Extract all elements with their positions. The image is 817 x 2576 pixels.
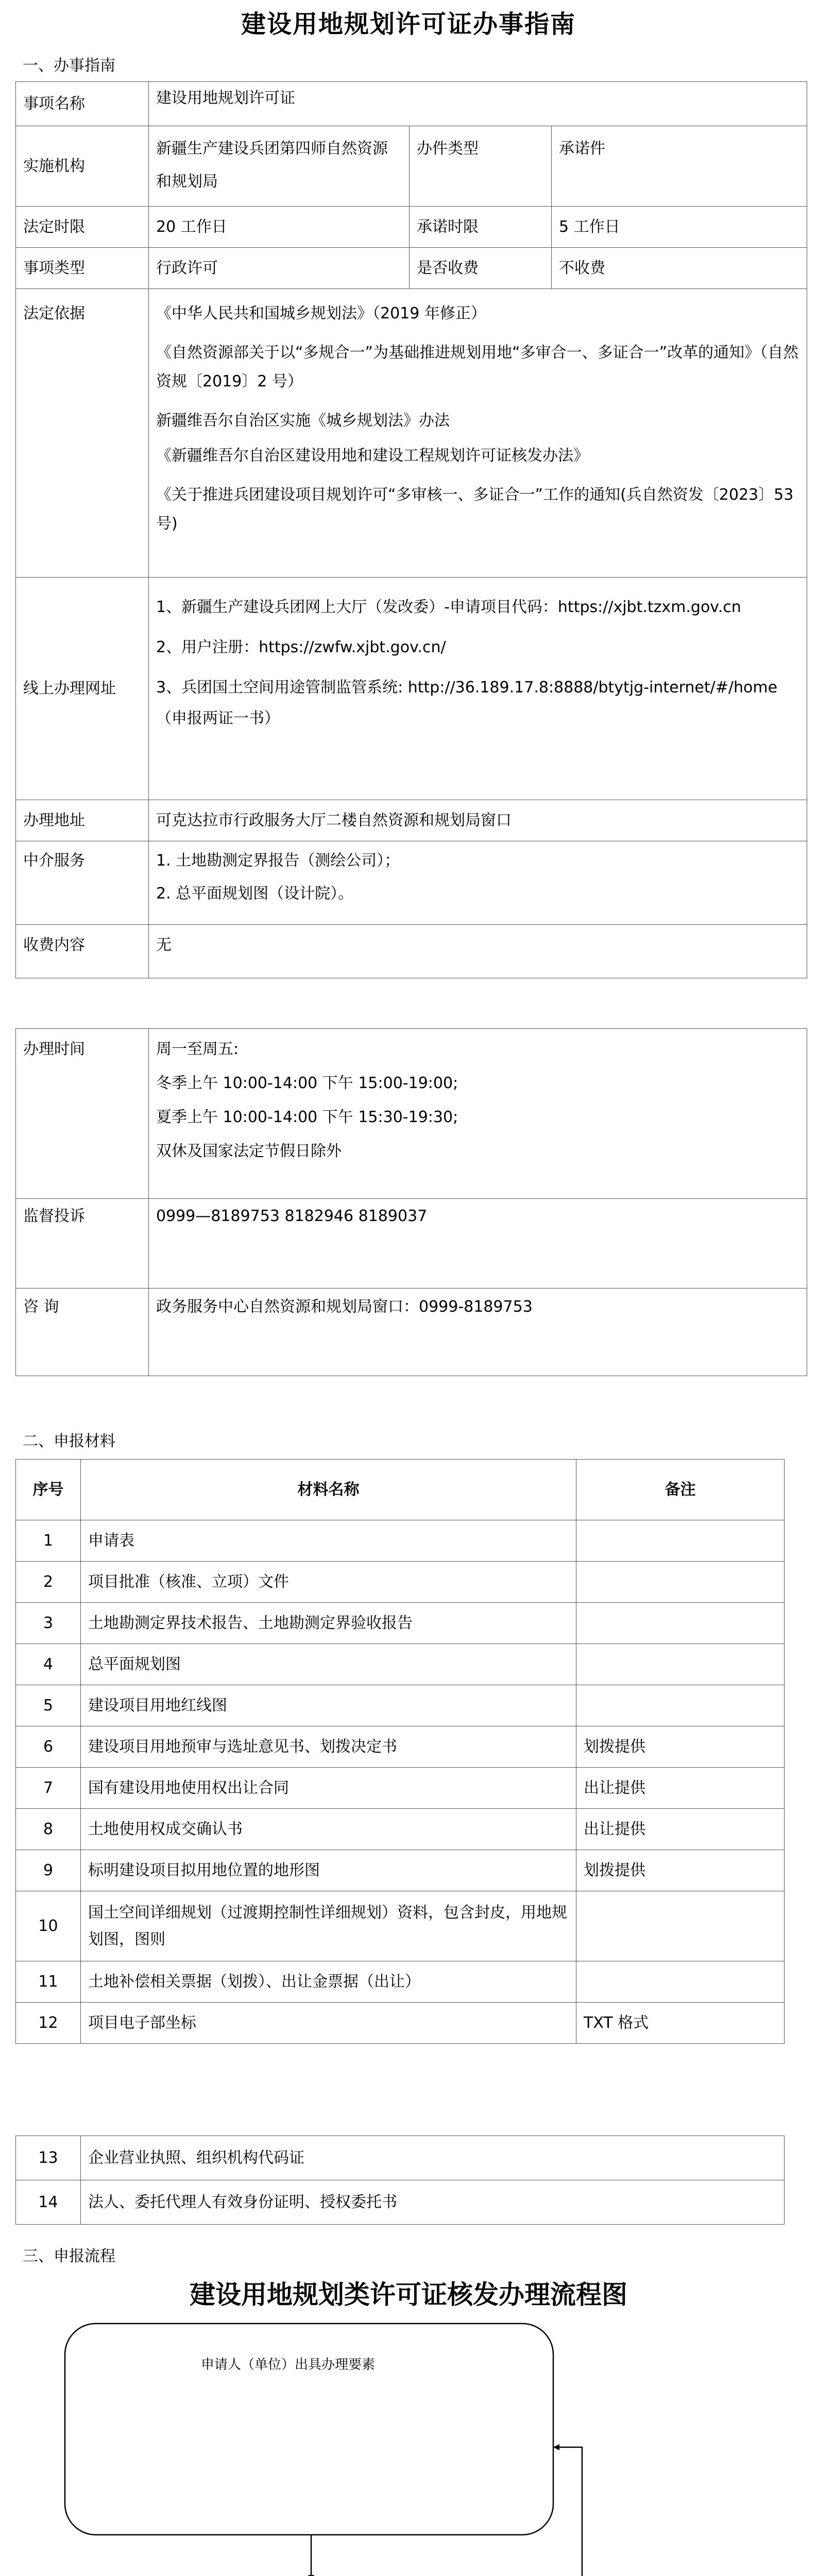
table-row (16, 2003, 785, 2044)
material-name: 总平面规划图 (81, 1644, 576, 1685)
table-row (16, 1685, 785, 1726)
guide-row-item-name (16, 82, 807, 126)
agent-label: 中介服务 (16, 841, 149, 925)
material-note (576, 1891, 785, 1961)
material-no: 13 (16, 2136, 81, 2180)
guide-row-online (16, 578, 807, 800)
header-name: 材料名称 (81, 1460, 576, 1520)
material-name: 标明建设项目拟用地位置的地形图 (81, 1850, 576, 1891)
material-name: 项目批准（核准、立项）文件 (81, 1562, 576, 1603)
guide-table-contact (15, 1028, 807, 1376)
hours-line: 夏季上午 10:00-14:00 下午 15:30-19:30; (156, 1108, 458, 1126)
hours-label: 办理时间 (16, 1029, 149, 1199)
guide-row-agency (16, 126, 807, 207)
flowchart-title: 建设用地规划类许可证核发办理流程图 (190, 2279, 627, 2310)
table-row (16, 2180, 785, 2225)
basis-label: 法定依据 (16, 289, 149, 578)
guide-row-hours (16, 1029, 807, 1199)
material-no: 4 (16, 1644, 81, 1685)
guide-row-complaint (16, 1199, 807, 1289)
material-no: 10 (16, 1891, 81, 1961)
guide-row-charge (16, 925, 807, 978)
online-label: 线上办理网址 (16, 578, 149, 800)
table-row (16, 1809, 785, 1850)
materials-table (15, 1459, 785, 2044)
material-name: 法人、委托代理人有效身份证明、授权委托书 (81, 2180, 785, 2225)
material-note (576, 1961, 785, 2003)
material-name: 项目电子部坐标 (81, 2003, 576, 2044)
basis-item: 《自然资源部关于以“多规合一”为基础推进规划用地“多审合一、多证合一”改革的通知》（自然资规〔2019〕2 号） (156, 344, 799, 391)
table-row (16, 1562, 785, 1603)
applicant-box (65, 2324, 553, 2535)
material-name: 国有建设用地使用权出让合同 (81, 1768, 576, 1809)
table-row (16, 1891, 785, 1961)
material-no: 9 (16, 1850, 81, 1891)
material-no: 2 (16, 1562, 81, 1603)
address-value: 可克达拉市行政服务大厅二楼自然资源和规划局窗口 (149, 800, 807, 841)
promise-time-value: 5 工作日 (552, 207, 807, 248)
online-item: 1、新疆生产建设兵团网上大厅（发改委）-申请项目代码：https://xjbt.tzxm.gov.cn (156, 598, 741, 616)
table-row (16, 1520, 785, 1562)
promise-time-label: 承诺时限 (410, 207, 552, 248)
online-list (149, 578, 807, 800)
material-note: 划拨提供 (576, 1726, 785, 1768)
materials-body (16, 1520, 785, 2044)
arrow-back-to-applicant (554, 2447, 582, 2576)
consult-value: 政务服务中心自然资源和规划局窗口：0999-8189753 (149, 1289, 807, 1376)
basis-list (149, 289, 807, 578)
section-heading-guide: 一、办事指南 (23, 57, 115, 75)
hours-line: 双休及国家法定节假日除外 (156, 1142, 342, 1160)
guide-row-consult (16, 1289, 807, 1376)
basis-item: 《中华人民共和国城乡规划法》（2019 年修正） (156, 304, 486, 323)
material-no: 1 (16, 1520, 81, 1562)
complaint-value: 0999—8189753 8182946 8189037 (149, 1199, 807, 1289)
table-row (16, 1603, 785, 1644)
agent-item: 1. 土地勘测定界报告（测绘公司）； (156, 852, 400, 870)
basis-item: 新疆维吾尔自治区实施《城乡规划法》办法 (156, 412, 450, 430)
material-note (576, 1520, 785, 1562)
hours-line: 周一至周五: (156, 1040, 239, 1058)
online-item: 2、用户注册：https://zwfw.xjbt.gov.cn/ (156, 638, 446, 656)
doc-title: 建设用地规划许可证办事指南 (241, 10, 576, 39)
basis-item: 《关于推进兵团建设项目规划许可“多审核一、多证合一”工作的通知(兵自然资发〔2023〕53 号) (156, 486, 794, 533)
materials-table-2 (15, 2136, 785, 2225)
material-name: 土地补偿相关票据（划拨）、出让金票据（出让） (81, 1961, 576, 2003)
guide-row-agent (16, 841, 807, 925)
material-name: 建设项目用地红线图 (81, 1685, 576, 1726)
material-name: 土地勘测定界技术报告、土地勘测定界验收报告 (81, 1603, 576, 1644)
complaint-label: 监督投诉 (16, 1199, 149, 1289)
material-name: 建设项目用地预审与选址意见书、划拨决定书 (81, 1726, 576, 1768)
legal-time-value: 20 工作日 (149, 207, 410, 248)
charge-label: 收费内容 (16, 925, 149, 978)
guide-row-time (16, 207, 807, 248)
guide-table (15, 81, 807, 978)
matter-type-label: 事项类型 (16, 248, 149, 289)
material-note: 划拨提供 (576, 1850, 785, 1891)
material-no: 7 (16, 1768, 81, 1809)
material-no: 3 (16, 1603, 81, 1644)
material-no: 5 (16, 1685, 81, 1726)
applicant-text: 申请人（单位）出具办理要素 (201, 2357, 376, 2372)
material-note: 出让提供 (576, 1768, 785, 1809)
material-name: 企业营业执照、组织机构代码证 (81, 2136, 785, 2180)
agency-value-text: 新疆生产建设兵团第四师自然资源和规划局 (156, 140, 388, 191)
materials-header-row (16, 1460, 785, 1520)
address-label: 办理地址 (16, 800, 149, 841)
material-note (576, 1644, 785, 1685)
material-no: 12 (16, 2003, 81, 2044)
material-no: 8 (16, 1809, 81, 1850)
legal-time-label: 法定时限 (16, 207, 149, 248)
fee-question-label: 是否收费 (410, 248, 552, 289)
material-no: 11 (16, 1961, 81, 2003)
agent-item: 2. 总平面规划图（设计院）。 (156, 885, 354, 903)
material-name: 国土空间详细规划（过渡期控制性详细规划）资料，包含封皮，用地规划图，图则 (81, 1891, 576, 1961)
agent-list (149, 841, 807, 925)
material-note: 出让提供 (576, 1809, 785, 1850)
hours-list (149, 1029, 807, 1199)
table-row (16, 1961, 785, 2003)
basis-item: 《新疆维吾尔自治区建设用地和建设工程规划许可证核发办法》 (156, 447, 589, 465)
agency-label: 实施机构 (16, 126, 149, 207)
fee-question-value: 不收费 (552, 248, 807, 289)
matter-type-value: 行政许可 (149, 248, 410, 289)
item-name-label: 事项名称 (16, 82, 149, 126)
header-no: 序号 (16, 1460, 81, 1520)
material-name: 申请表 (81, 1520, 576, 1562)
type-label: 办件类型 (410, 126, 552, 207)
material-note (576, 1685, 785, 1726)
table-row (16, 1768, 785, 1809)
guide-row-matter-type (16, 248, 807, 289)
material-no: 14 (16, 2180, 81, 2225)
item-name-value: 建设用地规划许可证 (149, 82, 807, 126)
guide-row-address (16, 800, 807, 841)
hours-line: 冬季上午 10:00-14:00 下午 15:00-19:00; (156, 1074, 458, 1092)
section-heading-materials: 二、申报材料 (23, 1432, 115, 1450)
materials-body-2 (16, 2136, 785, 2225)
section-heading-process: 三、申报流程 (23, 2247, 115, 2265)
material-note (576, 1603, 785, 1644)
table-row (16, 1644, 785, 1685)
material-name: 土地使用权成交确认书 (81, 1809, 576, 1850)
flowchart (0, 2308, 817, 2576)
table-row (16, 1726, 785, 1768)
type-value: 承诺件 (552, 126, 807, 207)
material-note: TXT 格式 (576, 2003, 785, 2044)
charge-value: 无 (149, 925, 807, 978)
agency-value (149, 126, 410, 207)
guide-row-basis (16, 289, 807, 578)
consult-label: 咨 询 (16, 1289, 149, 1376)
table-row (16, 2136, 785, 2180)
header-note: 备注 (576, 1460, 785, 1520)
table-row (16, 1850, 785, 1891)
material-no: 6 (16, 1726, 81, 1768)
material-note (576, 1562, 785, 1603)
online-item: 3、兵团国土空间用途管制监管系统: http://36.189.17.8:8888/btytjg-internet/#/home（申报两证一书） (156, 679, 778, 727)
